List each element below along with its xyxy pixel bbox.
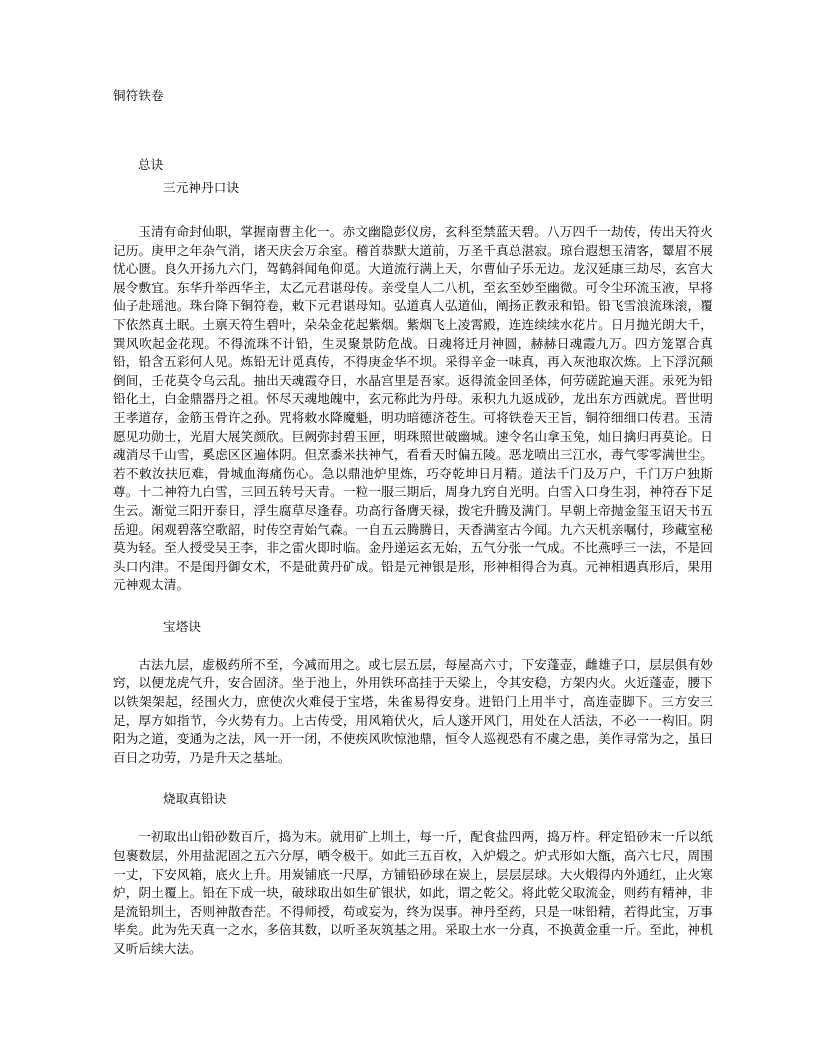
spacer bbox=[113, 595, 713, 619]
heading-baota-jue: 宝塔诀 bbox=[163, 618, 202, 634]
heading-zongjue: 总诀 bbox=[138, 157, 164, 172]
spacer bbox=[113, 767, 713, 791]
paragraph-baota-jue: 古法九层，虚极药所不至，今减而用之。或七层五层，每屋高六寸，下安蓬壶，雌雄子口，层层俱有妙窍，以便龙虎气升，安合固济。坐于池上，外用铁环高挂于天梁上，令其安稳，方架内火。火近蓬壶，腰下以铁架架起，经围火力，庶使次火难侵于宝塔，朱雀易得安身。进铅门上用半寸，高连壶脚下。三方安三足，厚方如指节，今火势有力。上古传受，用风箱伏火，后人遂开风门，用处在人活法，不必一一构旧。阴阳为之道，变通为之法，风一开一闭，不使疾风吹惊池鼎，恒令人巡视恐有不虞之患，美作寻常为之，虽曰百日之功劳，乃是升天之基址。 bbox=[113, 656, 713, 765]
spacer bbox=[113, 195, 713, 223]
heading-shaoqu-zhenqian-jue: 烧取真铅诀 bbox=[163, 791, 227, 807]
paragraph-sanyuan-shendan-koujue: 玉清有命封仙职，掌握南曹主化一。赤文幽隐彭仪房，玄科至禁蓝天碧。八万四千一劫传，传出天符火记历。庚甲之年杂气消，诸天庆会万余室。稽首恭默大道前，万圣千真总湛寂。琼台遐想玉清客，颦眉不展忧心匮。良久开扬九六门，驾鹤斜闻龟仰觅。大道流行满上天，尔曹仙子乐无边。龙汉延康三劫尽，玄宫大展令敷宜。东华升举西华主，太乙元君谌母传。亲受皇人二八机，至玄至妙至幽微。可令尘环流玉液，早将仙子赴瑶池。珠台降下铜符卷，敕下元君谌母知。弘道真人弘道仙，阐扬正教汞和铅。铅飞雪浪流珠滚，覆下依然真土眠。土禀天符生碧叶，朵朵金花起紫烟。紫烟飞上凌霄殿，连连续续水花片。日月抛光朗大千，巽风吹起金花现。不得流珠不计铅，生灵聚景防危战。日魂将迁月神圆，赫赫日魂霞九万。四方笼罩合真铅，铅含五彩何人见。炼铅无计觅真传，不得庚金华不坝。采得辛金一味真，再入灰池取次炼。上下浮沉颠倒间，壬花莫令乌云乱。抽出天魂霞夺日，水晶宫里是吾家。返得流金回圣体，何劳磋跎遍天涯。汞死为铅铅化土，白金鼎器丹之祖。怀尽天魂地魄中，玄元称此为丹母。汞积九九返成砂，龙出东方西就虎。晋世明王孝道存，金筋玉骨许之孙。咒将敕水降魔魁，明功暗德济苍生。可将铁卷天王旨，铜符细细口传君。玉清愿见功勋士，光眉大展笑颜欣。巨阙弥封碧玉匣，明珠照世破幽城。速令名山拿玉兔，灿日擒归再莫论。日魂消尽千山雪，奚虑区区遍体阴。但烹黍米扶神气，看看天时偏五陵。恶龙喷出三江水，毒气零零满世尘。若不敕汝扶厄难，骨城血海痛伤心。急以鼎池炉里炼，巧夺乾坤日月精。道法千门及万户，千门万户独斯尊。十二神符九白雪，三回五转号天青。一粒一服三期后，周身九窍自光明。白雪入口身生羽，神符吞下足生云。渐觉三阳开泰日，浮生腐草尽逢春。功高行备膺天禄，拨宅升腾及满门。早朝上帝抛金玺玉诏天书五岳迎。闲观碧落空歌韶，时传空青始气森。一自五云腾腾日，天香满室古今闻。九六天机亲嘱付，珍藏室秘莫为轻。至人授受吴王李，非之雷火即时临。金丹递运玄无始，五气分张一气成。不比燕呼三一法，不是回头口内津。不是闺丹御女术，不是砒黄丹矿成。铅是元神银是形，形神相得合为真。元神相遇真形后，果用元神观太清。 bbox=[113, 224, 713, 593]
paragraph-shaoqu-zhenqian-jue: 一初取出山铅砂数百斤，捣为末。就用矿上圳土，每一斤，配食盐四两，捣万杵。秤定铅砂末一斤以纸包裹数层，外用盐泥固之五六分厚，晒令极干。如此三五百枚，入炉煅之。炉式形如大甑，高六七尺，周围一丈，下安风箱，底火上升。用炭铺底一尺厚，方铺铅砂球在炭上，层层层球。大火煅得内外通红，止火寒炉，阴土覆上。铅在下成一块，破球取出如生矿银状，如此，谓之乾父。将此乾父取流金，则药有精神，非是流铅圳土，否则神散杳茫。不得师授，苟或妄为，终为误事。神丹至药，只是一味铅精，若得此宝，万事毕矣。此为先天真一之水，多倍其数，以听圣灰筑基之用。采取土水一分真，不换黄金重一斤。至此，神机又听后续大法。 bbox=[113, 829, 713, 956]
spacer bbox=[113, 634, 713, 656]
document-content bbox=[113, 88, 713, 959]
spacer bbox=[113, 806, 713, 828]
heading-sanyuan-shendan-koujue: 三元神丹口诀 bbox=[163, 180, 240, 195]
document-title: 铜符铁卷 bbox=[113, 88, 164, 103]
